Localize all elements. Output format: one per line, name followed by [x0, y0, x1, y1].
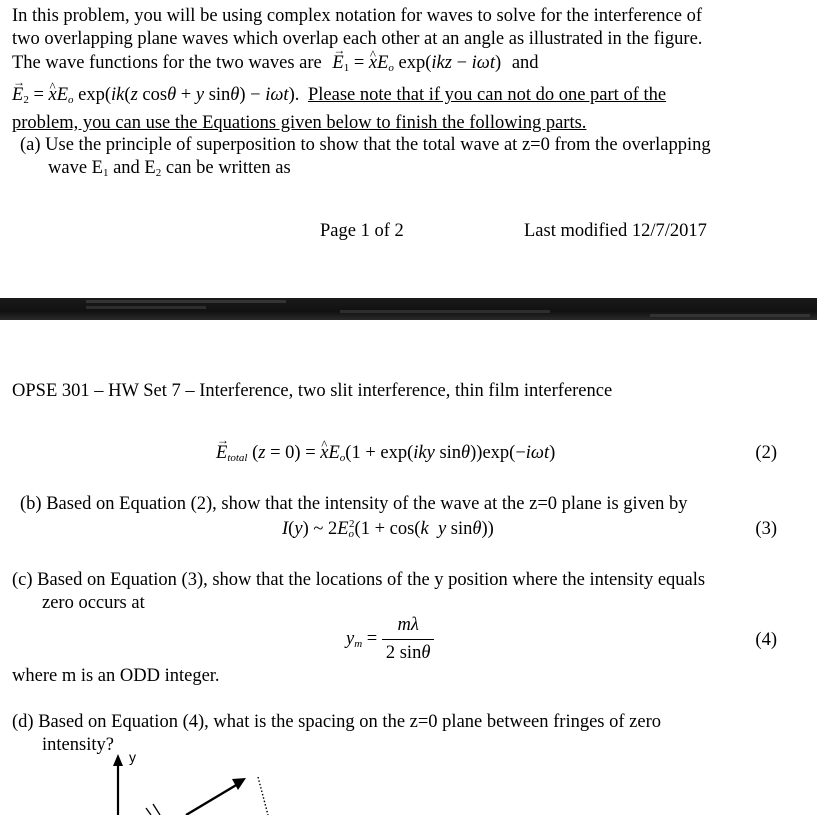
page2-header: OPSE 301 – HW Set 7 – Interference, two slit interference, thin film interference [12, 381, 613, 401]
note-line-1: Please note that if you can not do one part of the [308, 85, 667, 105]
footer-last-modified: Last modified 12/7/2017 [524, 221, 707, 241]
equation-3: I(y) ~ $2E_o^2(1 + \cos(k$ y sinθ)) [282, 517, 494, 540]
part-a-line-2 [48, 157, 291, 180]
wave2-line: → $E_2$ = ^ $xE_o$ exp(ik(z cosθ + y sinθ) − iωt). Please note that if you can not do one part of the [12, 84, 666, 107]
part-a-and: and E [108, 158, 156, 178]
page-separator-band [0, 298, 817, 320]
intro-and: and [511, 53, 539, 73]
part-b: (b) Based on Equation (2), show that the intensity of the wave at the z=0 plane is given by [20, 494, 688, 514]
screen-dashed-line-icon [258, 777, 268, 815]
part-a-wave-e1: wave E [48, 158, 103, 178]
y-axis-arrow-icon [113, 754, 123, 815]
note-line-2: problem, you can use the Equations given below to finish the following parts. [12, 113, 587, 133]
part-a-sub1: 1 [102, 167, 109, 179]
part-d-line-2: intensity? [42, 735, 114, 755]
equation-3-number: (3) [755, 519, 777, 539]
footer-page-number: Page 1 of 2 [320, 221, 404, 241]
part-c-line-2: zero occurs at [42, 593, 145, 613]
equation-4: $y_m$ = $\frac{m\lambda}{2 \sin\theta}$ [346, 614, 434, 665]
part-a-end: can be written as [161, 158, 291, 178]
equation-2-number: (2) [755, 443, 777, 463]
part-a-sub2: 2 [155, 167, 162, 179]
wave1-equation: → $E_1$ = ^ $xE_o$ exp(ikz − iωt) [332, 53, 501, 73]
wave2-equation: → $E_2$ = ^ $xE_o$ exp(ik(z cosθ + y sinθ) − iωt) [12, 85, 295, 105]
intro-line-2: two overlapping plane waves which overlap each other at an angle as illustrated in the figure. [12, 29, 703, 49]
intro-line-3-text: The wave functions for the two waves are [12, 53, 322, 73]
equation-4-fraction: $\frac{m\lambda}{2 \sin\theta}$ [382, 614, 435, 665]
part-a-line-1: (a) Use the principle of superposition to show that the total wave at z=0 from the overlapping [20, 135, 711, 155]
intro-line-3 [12, 52, 539, 75]
wavefront-marks-icon [146, 804, 160, 815]
figure-y-label: y [129, 749, 136, 765]
wave-arrow-icon [186, 778, 246, 815]
equation-2: → $E_{total}$ (z = 0) = ^ $xE_o(1 + \exp(iky$ sinθ))exp(−iωt) [216, 442, 555, 465]
where-m-odd: where m is an ODD integer. [12, 666, 220, 686]
intro-line-1: In this problem, you will be using complex notation for waves to solve for the interference of [12, 6, 702, 26]
part-d-line-1: (d) Based on Equation (4), what is the spacing on the z=0 plane between fringes of zero [12, 712, 661, 732]
wave-figure [0, 748, 817, 815]
part-c-line-1: (c) Based on Equation (3), show that the locations of the y position where the intensity equals [12, 570, 706, 590]
equation-4-number: (4) [755, 630, 777, 650]
